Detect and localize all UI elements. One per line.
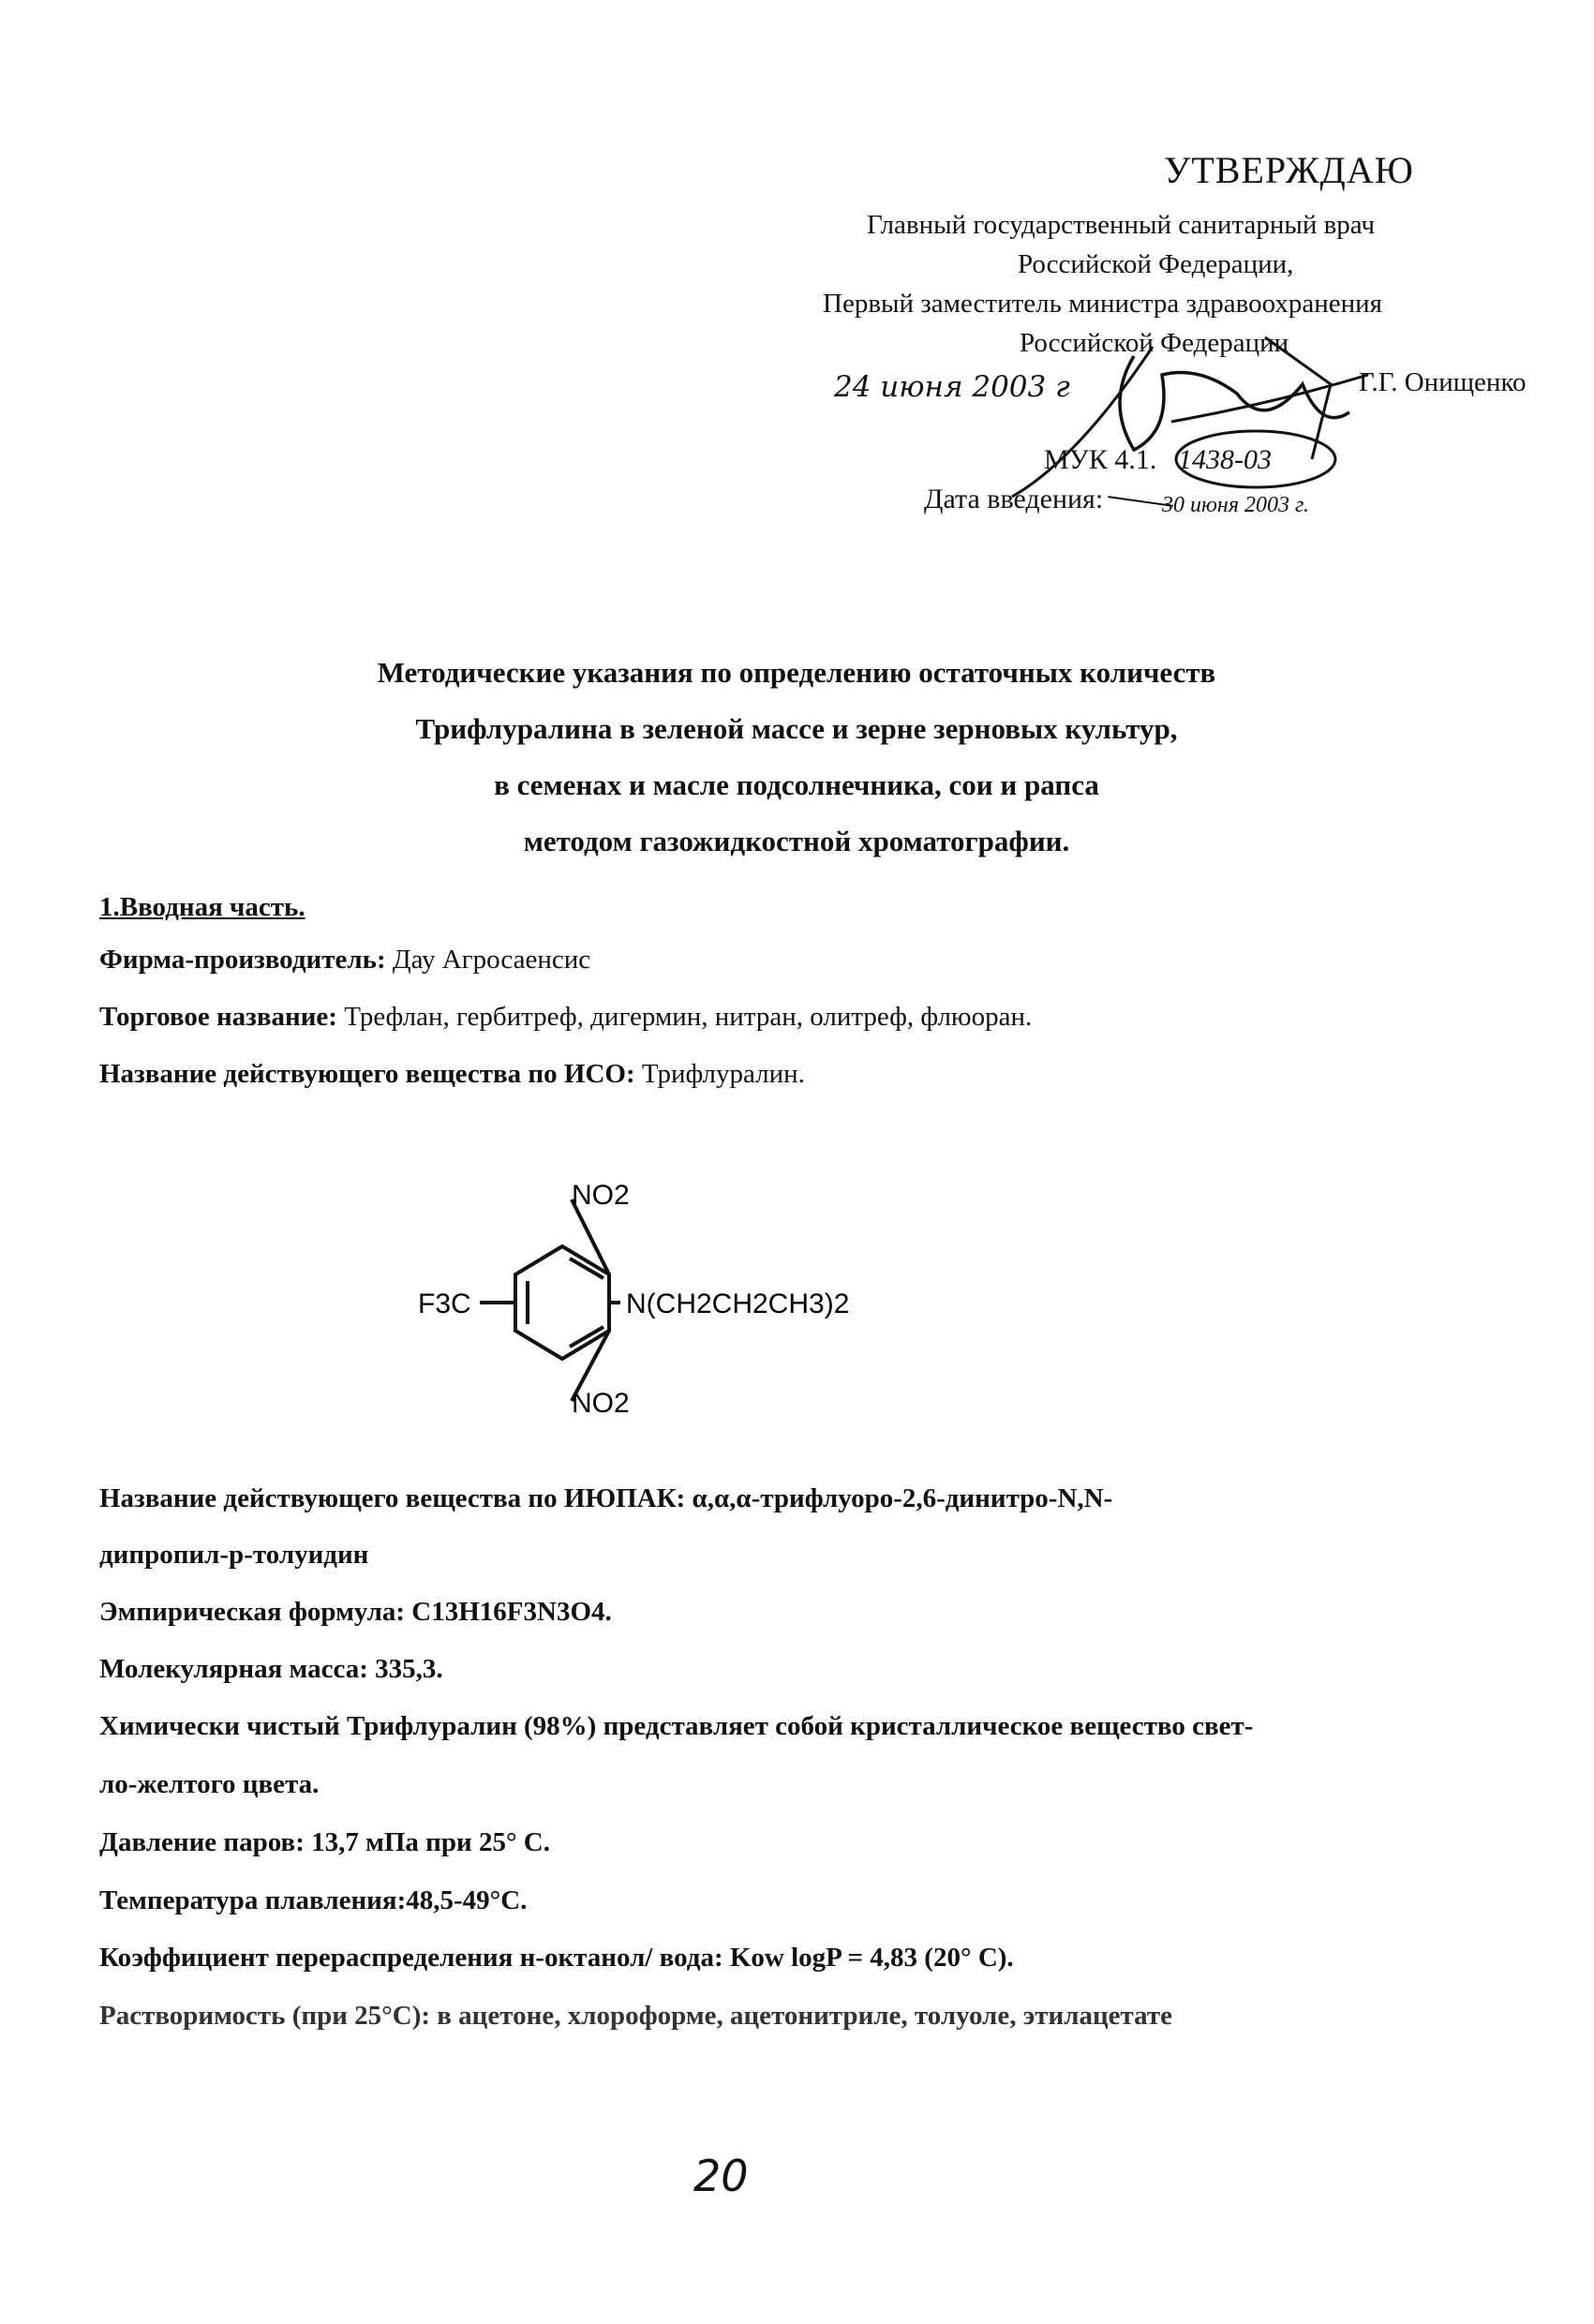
document-heading [187, 645, 1406, 870]
molecular-mass: Молекулярная масса: 335,3. [99, 1654, 443, 1684]
heading-line-3: в семенах и масле подсолнечника, сои и рапса [494, 768, 1099, 801]
muk-number: 1438-03 [1178, 444, 1272, 475]
section-title: 1.Вводная часть. [99, 892, 305, 922]
empirical-formula: Эмпирическая формула: C13H16F3N3O4. [99, 1597, 612, 1627]
trade-name-value: Трефлан, гербитреф, дигермин, нитран, олитреф, флюоран. [344, 1002, 1033, 1032]
melting-point: Температура плавления:48,5-49°С. [99, 1885, 528, 1915]
muk-label: МУК 4.1. [1044, 444, 1157, 475]
heading-line-2: Трифлуралина в зеленой массе и зерне зерновых культур, [415, 712, 1178, 745]
trade-name-label: Торговое название: [99, 1002, 337, 1032]
introduction-date-handwritten: 30 июня 2003 г. [1162, 493, 1310, 517]
manufacturer-label: Фирма-производитель: [99, 945, 386, 975]
iupac-line-2: дипропил-р-толуидин [99, 1540, 369, 1570]
iso-name-value: Трифлуралин. [641, 1059, 805, 1089]
iso-name-label: Название действующего вещества по ИСО: [99, 1059, 635, 1089]
trade-name-row [99, 1002, 1032, 1033]
pure-substance-line-1: Химически чистый Трифлуралин (98%) представляет собой кристаллическое вещество свет- [99, 1711, 1254, 1741]
bottom-no2-group: NO2 [572, 1388, 630, 1419]
cf3-group: F3C [418, 1289, 471, 1319]
pure-substance-line-2: ло-желтого цвета. [99, 1769, 320, 1799]
chemical-structure [375, 1167, 900, 1438]
approval-line-3: Первый заместитель министра здравоохранения [823, 289, 1382, 319]
top-no2-group: NO2 [572, 1180, 630, 1211]
partition-coefficient: Коэффициент перераспределения н-октанол/ вода: Kow logP = 4,83 (20° С). [99, 1943, 1014, 1973]
approval-line-4: Российской Федерации [1020, 328, 1289, 358]
approval-line-2: Российской Федерации, [1018, 249, 1294, 279]
manufacturer-row [99, 945, 590, 976]
handwritten-date: 24 июня 2003 г [834, 370, 1070, 404]
solubility: Растворимость (при 25°С): в ацетоне, хлороформе, ацетонитриле, толуоле, этилацетате [99, 2001, 1173, 2031]
signer-name: Г.Г. Онищенко [1359, 367, 1527, 397]
vapor-pressure: Давление паров: 13,7 мПа при 25° С. [99, 1827, 550, 1857]
iso-name-row [99, 1059, 805, 1090]
iupac-line-1: Название действующего вещества по ИЮПАК: α,α,α-трифлуоро-2,6-динитро-N,N- [99, 1483, 1113, 1513]
page-number: 20 [693, 2151, 749, 2201]
signature [993, 319, 1387, 525]
benzene-ring [480, 1199, 620, 1401]
approval-title: УТВЕРЖДАЮ [1164, 149, 1414, 191]
approval-line-1: Главный государственный санитарный врач [867, 210, 1376, 240]
manufacturer-value: Дау Агросаенсис [392, 945, 591, 975]
introduction-date-label: Дата введения: [924, 484, 1104, 514]
heading-line-4: методом газожидкостной хроматографии. [523, 825, 1070, 857]
amine-group: N(CH2CH2CH3)2 [626, 1289, 850, 1319]
heading-line-1: Методические указания по определению остаточных количеств [377, 656, 1216, 689]
